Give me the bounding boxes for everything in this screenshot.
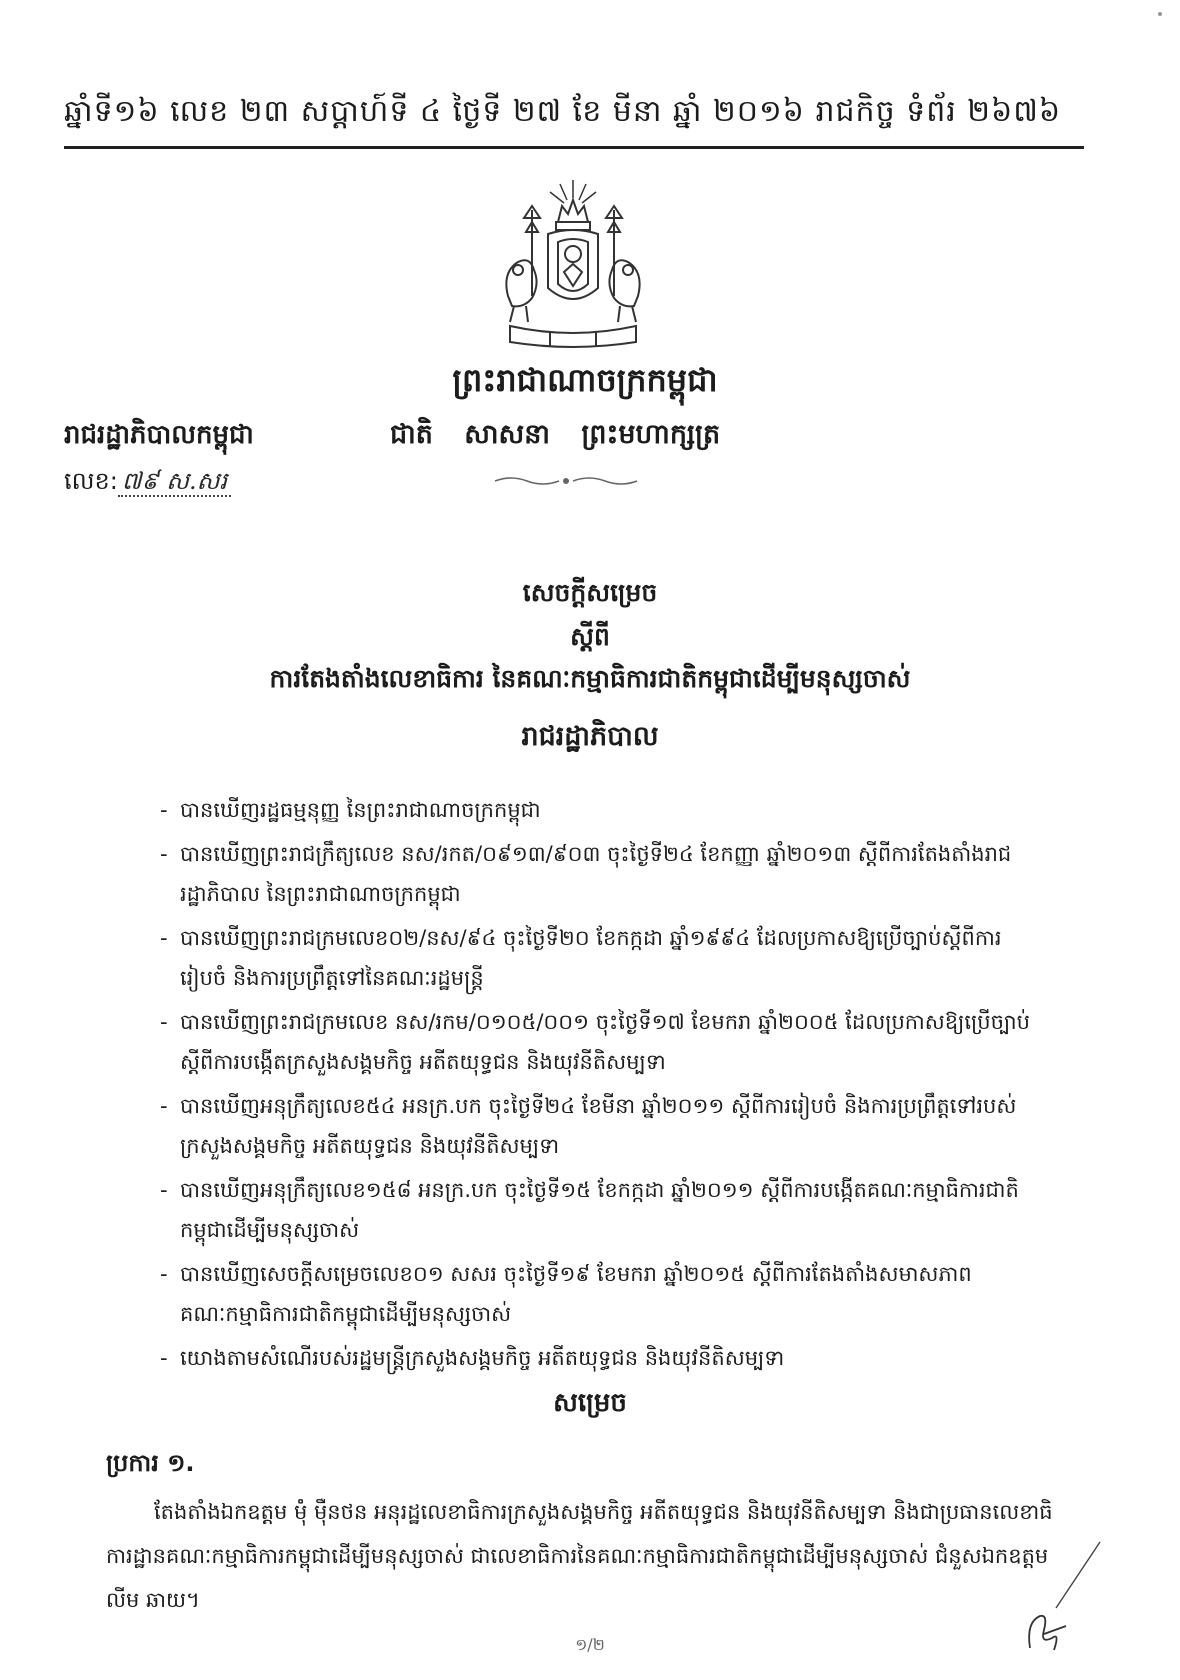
article-1-body: តែងតាំងឯកឧត្តម ម៉ុំ ម៉ឺនថន អនុរដ្ឋលេខាធិការក្រសួងសង្គមកិច្ច អតីតយុទ្ធជន និងយុវនីតិសម្បទា និងជាប្រធានលេខាធិការដ្ឋានគណៈកម្មាធិការកម្ពុជាដើម្បីមនុស្សចាស់ ជាលេខាធិការនៃគណៈកម្មាធិការជាតិកម្ពុជាដើម្បីមនុស្សចាស់ ជំនួសឯកឧត្តម លីម ឆាយ។	[106, 1500, 1053, 1612]
decision-heading: សម្រេច	[553, 1388, 627, 1418]
title-about: ស្តីពី	[570, 622, 610, 651]
divider-ornament-icon	[491, 474, 641, 488]
royal-coat-of-arms-icon	[488, 176, 658, 352]
motto-word-religion: សាសនា	[464, 419, 550, 450]
reference-value-handwritten: ៧៩ ស.សរ	[118, 467, 231, 497]
issuing-authority: រាជរដ្ឋាភិបាល	[521, 721, 659, 752]
page-number: ១/២	[575, 1635, 605, 1654]
consideration-item: - បានឃើញអនុក្រឹត្យលេខ៥៤ អនក្រ.បក ចុះថ្ងៃទី២៤ ខែមីនា ឆ្នាំ២០១១ ស្តីពីការរៀបចំ និងការប្រព្រឹត្តទៅរបស់ក្រសួងសង្គមកិច្ច អតីតយុទ្ធជន និងយុវនីតិសម្បទា	[166, 1086, 1046, 1166]
article-1-label: ប្រការ ១.	[106, 1449, 195, 1477]
consideration-item: - បានឃើញព្រះរាជក្រឹត្យលេខ នស/រកត/០៩១៣/៩០៣ ចុះថ្ងៃទី២៤ ខែកញ្ញា ឆ្នាំ២០១៣ ស្តីពីការតែងតាំងរាជរដ្ឋាភិបាល នៃព្រះរាជាណាចក្រកម្ពុជា	[166, 834, 1046, 914]
reference-prefix: លេខ:	[64, 467, 118, 495]
consideration-item: - បានឃើញរដ្ឋធម្មនុញ្ញ នៃព្រះរាជាណាចក្រកម្ពុជា	[166, 790, 1046, 830]
gazette-header: ឆ្នាំទី១៦ លេខ ២៣ សប្តាហ៍ទី ៤ ថ្ងៃទី ២៧ ខែ មីនា ឆ្នាំ ២០១៦ រាជកិច្ច ទំព័រ ២៦៧៦	[64, 94, 1062, 129]
document-type-title: សេចក្តីសម្រេច	[522, 578, 658, 607]
consideration-item: - យោងតាមសំណើរបស់រដ្ឋមន្ត្រីក្រសួងសង្គមកិច្ច អតីតយុទ្ធជន និងយុវនីតិសម្បទា	[166, 1338, 1046, 1378]
motto-word-king: ព្រះមហាក្សត្រ	[581, 419, 721, 450]
motto-word-nation: ជាតិ	[390, 419, 433, 450]
consideration-item: - បានឃើញសេចក្តីសម្រេចលេខ០១ សសរ ចុះថ្ងៃទី១៩ ខែមករា ឆ្នាំ២០១៥ ស្តីពីការតែងតាំងសមាសភាពគណៈកម្មាធិការជាតិកម្ពុជាដើម្បីមនុស្សចាស់	[166, 1254, 1046, 1334]
consideration-item: - បានឃើញព្រះរាជក្រមលេខ០២/នស/៩៤ ចុះថ្ងៃទី២០ ខែកក្កដា ឆ្នាំ១៩៩៤ ដែលប្រកាសឱ្យប្រើច្បាប់ស្តីពីការរៀបចំ និងការប្រព្រឹត្តទៅនៃគណៈរដ្ឋមន្ត្រី	[166, 918, 1046, 998]
kingdom-name: ព្រះរាជាណាចក្រកម្ពុជា	[452, 361, 718, 399]
reference-number	[64, 466, 231, 501]
initials-signature-icon	[996, 1538, 1106, 1658]
consideration-item: - បានឃើញព្រះរាជក្រមលេខ នស/រកម/០១០៥/០០១ ចុះថ្ងៃទី១៧ ខែមករា ឆ្នាំ២០០៥ ដែលប្រកាសឱ្យប្រើច្បាប់ស្តីពីការបង្កើតក្រសួងសង្គមកិច្ច អតីតយុទ្ធជន និងយុវនីតិសម្បទា	[166, 1002, 1046, 1082]
scan-speck	[1158, 12, 1162, 16]
consideration-item: - បានឃើញអនុក្រឹត្យលេខ១៥៨ អនក្រ.បក ចុះថ្ងៃទី១៥ ខែកក្កដា ឆ្នាំ២០១១ ស្តីពីការបង្កើតគណៈកម្មាធិការជាតិកម្ពុជាដើម្បីមនុស្សចាស់	[166, 1170, 1046, 1250]
government-label: រាជរដ្ឋាភិបាលកម្ពុជា	[64, 420, 254, 450]
document-subject: ការតែងតាំងលេខាធិការ នៃគណៈកម្មាធិការជាតិកម្ពុជាដើម្បីមនុស្សចាស់	[269, 664, 911, 693]
ornamental-divider	[476, 474, 656, 492]
considerations-list	[166, 790, 1046, 1382]
national-motto	[390, 418, 770, 457]
header-rule	[64, 146, 1084, 149]
